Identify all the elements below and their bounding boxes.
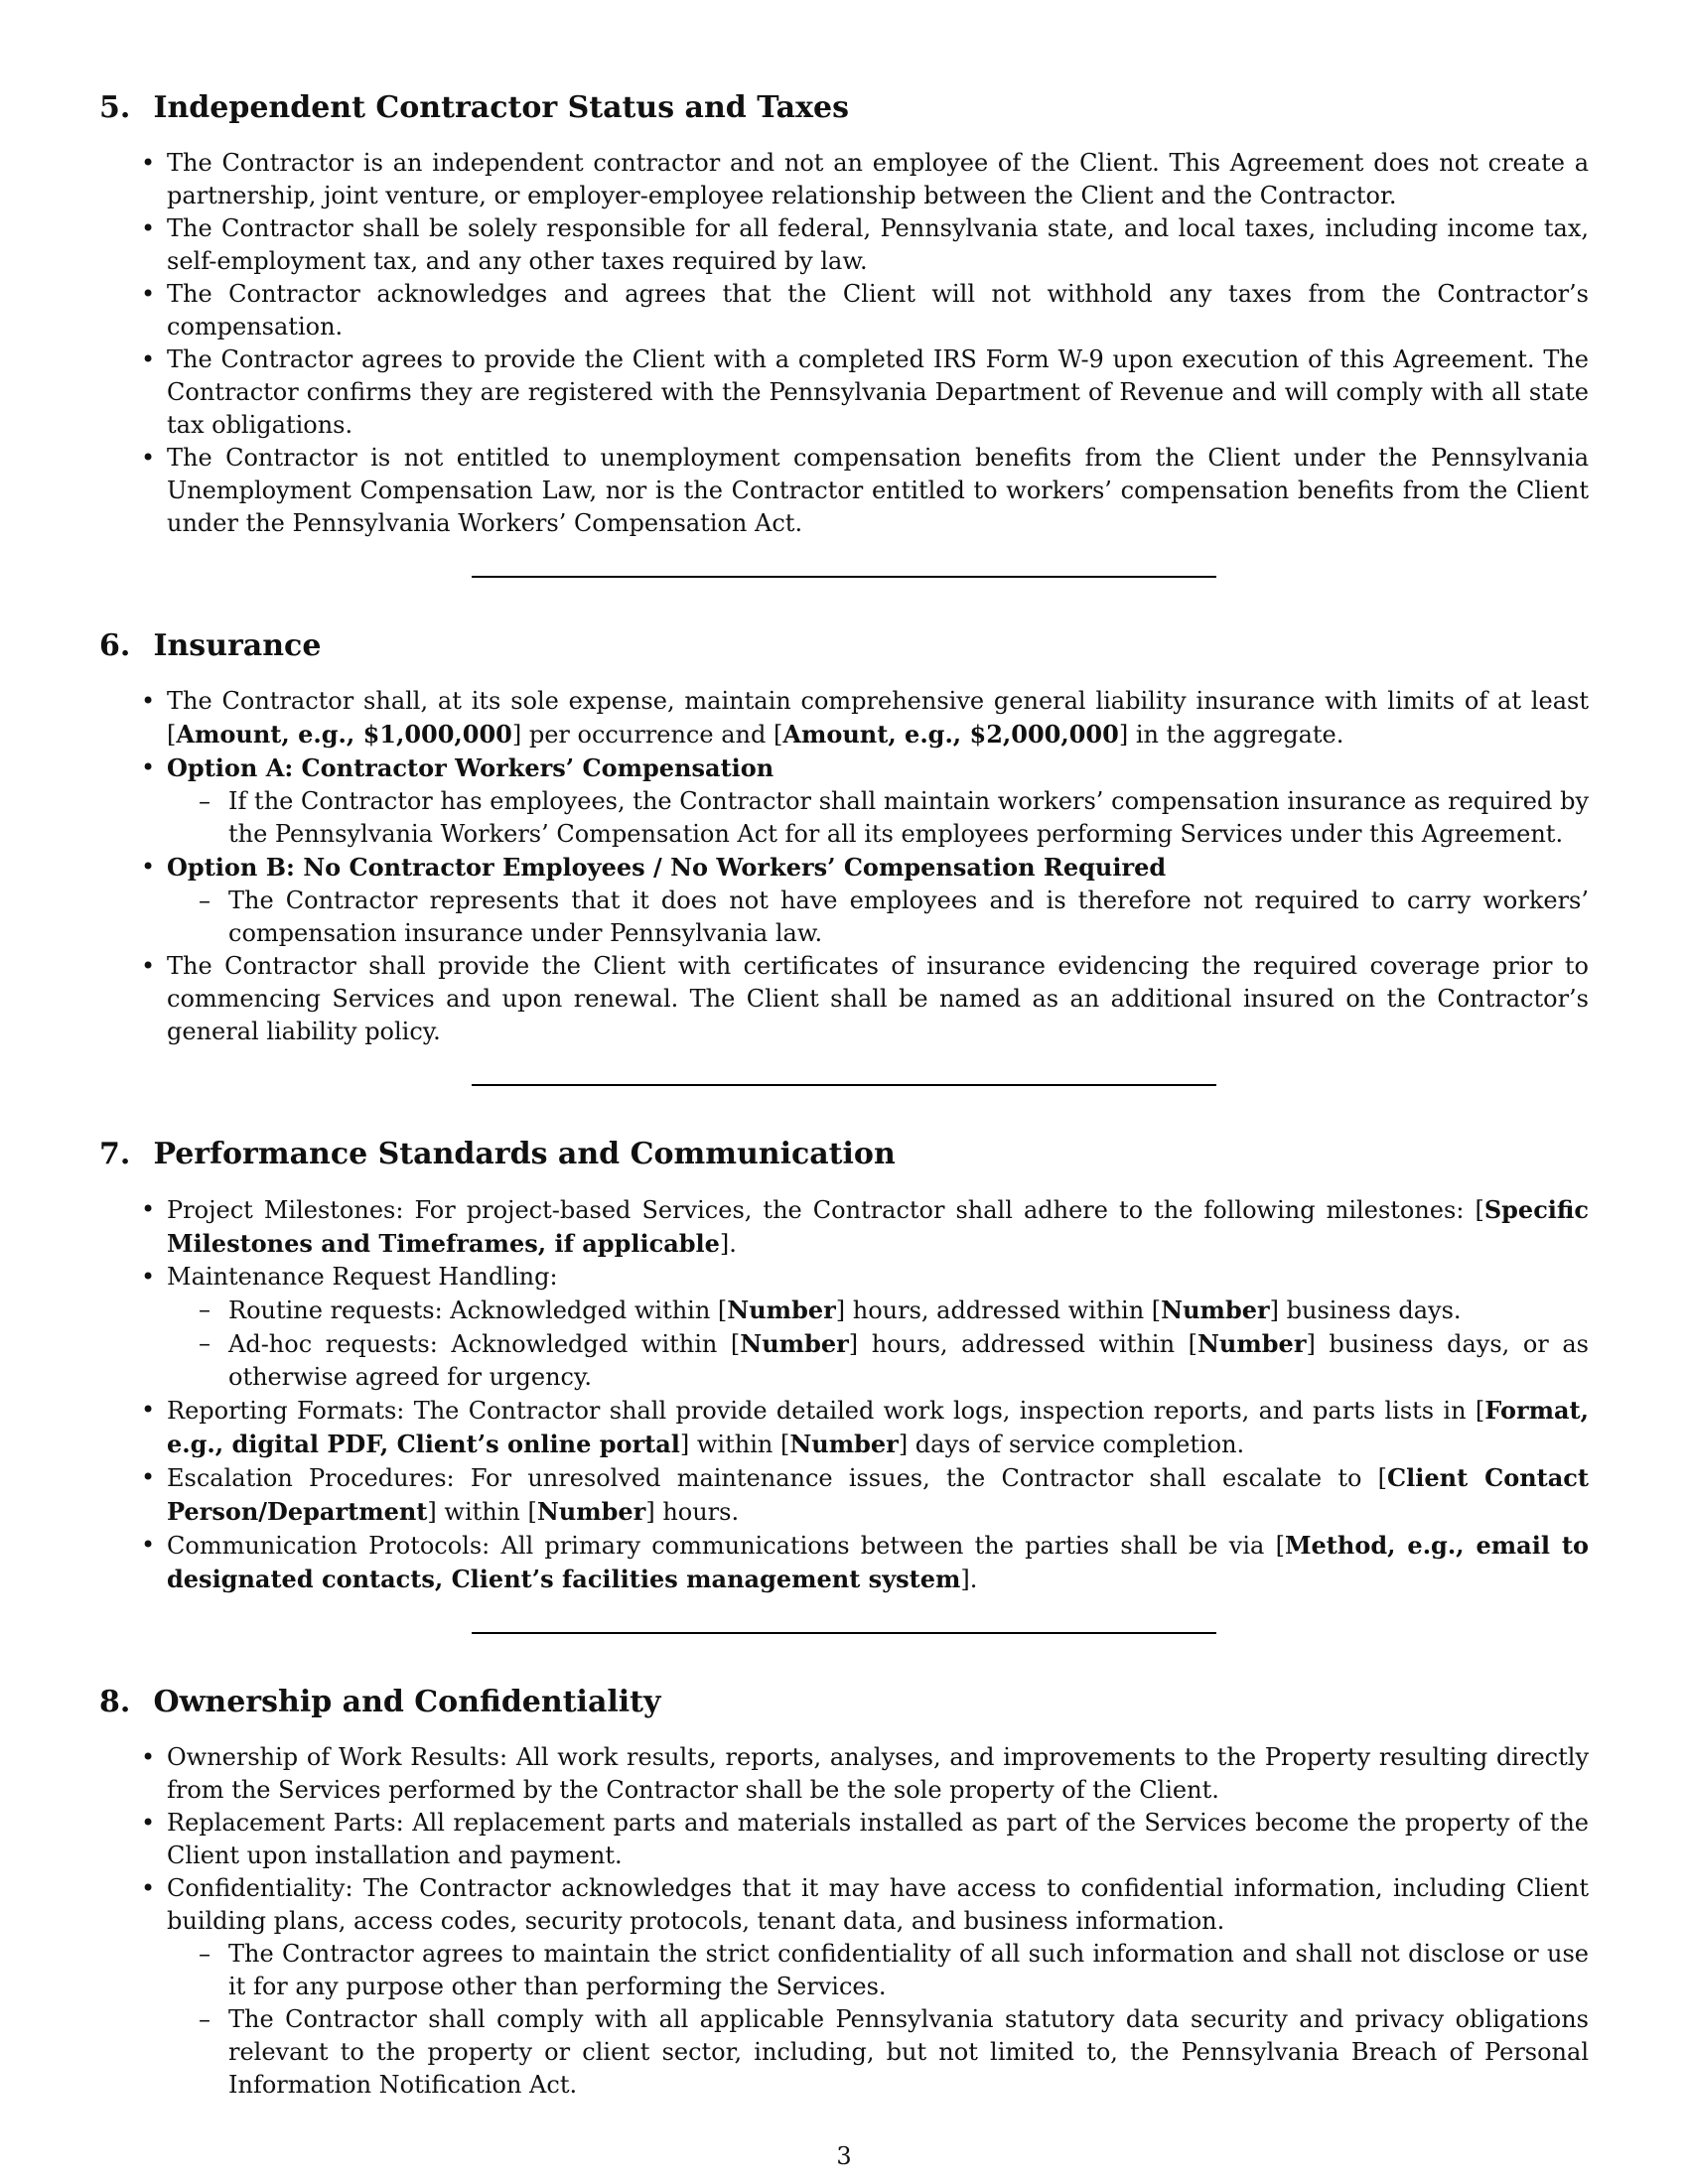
sub-list-item: – The Contractor shall comply with all applicable Pennsylvania statutory data security and privacy obligations relevant to the property or client sector, including, but not limited to, the Pennsylvania Breach of Personal Information Notification Act.: [228, 2003, 1589, 2102]
list-item: • The Contractor shall be solely responsible for all federal, Pennsylvania state, and local taxes, including income tax, self-employment tax, and any other taxes required by law.: [167, 212, 1589, 278]
placeholder-field: Number: [1196, 1329, 1307, 1358]
sub-list: [167, 885, 1589, 950]
list-item: • Escalation Procedures: For unresolved maintenance issues, the Contractor shall escalate to [Client Contact Person/Department] within [Number] hours.: [167, 1461, 1589, 1529]
section-divider: [472, 576, 1216, 578]
list-item: [167, 751, 1589, 851]
bullet-list: [99, 685, 1589, 1048]
list-item: • Communication Protocols: All primary communications between the parties shall be via [Method, e.g., email to designated contacts, Client’s facilities management system].: [167, 1529, 1589, 1596]
list-item: • The Contractor agrees to provide the Client with a completed IRS Form W-9 upon execution of this Agreement. The Contractor confirms they are registered with the Pennsylvania Department of Revenue and will comply with all state tax obligations.: [167, 343, 1589, 442]
option-a-title: Option A: Contractor Workers’ Compensation: [167, 753, 774, 782]
section-heading: 6. Insurance: [99, 628, 322, 663]
bullet-list: [99, 147, 1589, 540]
placeholder-field: Amount, e.g., $2,000,000: [782, 720, 1119, 749]
bullet-list: [99, 1741, 1589, 2102]
sub-list: [167, 1294, 1589, 1394]
section-7: [99, 1136, 1589, 1596]
sub-list-item: – If the Contractor has employees, the Contractor shall maintain workers’ compensation insurance as required by the Pennsylvania Workers’ Compensation Act for all its employees performing Services under this Agreement.: [228, 785, 1589, 851]
list-item: [167, 851, 1589, 950]
list-item: • Project Milestones: For project-based Services, the Contractor shall adhere to the following milestones: [Specific Milestones and Timeframes, if applicable].: [167, 1193, 1589, 1261]
placeholder-field: Number: [740, 1329, 849, 1358]
placeholder-field: Amount, e.g., $1,000,000: [176, 720, 512, 749]
sub-list-item: – The Contractor represents that it does not have employees and is therefore not required to carry workers’ compensation insurance under Pennsylvania law.: [228, 885, 1589, 950]
placeholder-field: Number: [1161, 1296, 1270, 1324]
section-heading: 7. Performance Standards and Communication: [99, 1137, 896, 1171]
list-item: • Replacement Parts: All replacement parts and materials installed as part of the Services become the property of the Client upon installation and payment.: [167, 1807, 1589, 1872]
sub-list-item: – The Contractor agrees to maintain the strict confidentiality of all such information and shall not disclose or use it for any purpose other than performing the Services.: [228, 1938, 1589, 2003]
section-5: [99, 89, 1589, 540]
section-6: [99, 627, 1589, 1048]
list-item: • The Contractor shall provide the Client with certificates of insurance evidencing the required coverage prior to commencing Services and upon renewal. The Client shall be named as an additional insured on the Contractor’s general liability policy.: [167, 950, 1589, 1048]
placeholder-field: Specific Milestones and Timeframes, if applicable: [167, 1195, 1589, 1258]
placeholder-field: Format, e.g., digital PDF, Client’s online portal: [167, 1396, 1589, 1458]
list-item: • The Contractor is an independent contractor and not an employee of the Client. This Agreement does not create a partnership, joint venture, or employer-employee relationship between the Client and the Contractor.: [167, 147, 1589, 212]
placeholder-field: Number: [727, 1296, 836, 1324]
placeholder-field: Client Contact Person/Department: [167, 1463, 1590, 1526]
section-8: [99, 1684, 1589, 2102]
document-page: [99, 89, 1589, 2102]
list-item: • The Contractor shall, at its sole expense, maintain comprehensive general liability insurance with limits of at least [Amount, e.g., $1,000,000] per occurrence and [Amount, e.g., $2,000,000] in the aggregate.: [167, 685, 1589, 751]
sub-list-item: – Routine requests: Acknowledged within [Number] hours, addressed within [Number] business days.: [228, 1294, 1589, 1327]
section-divider: [472, 1632, 1216, 1634]
sub-list: [167, 1938, 1589, 2102]
sub-list-item: – Ad-hoc requests: Acknowledged within [Number] hours, addressed within [Number] business days, or as otherwise agreed for urgency.: [228, 1327, 1589, 1394]
section-heading: 5. Independent Contractor Status and Taxes: [99, 90, 849, 125]
placeholder-field: Method, e.g., email to designated contacts, Client’s facilities management system: [167, 1531, 1589, 1593]
sub-list: [167, 785, 1589, 851]
placeholder-field: Number: [536, 1497, 646, 1526]
list-item: • The Contractor is not entitled to unemployment compensation benefits from the Client under the Pennsylvania Unemployment Compensation Law, nor is the Contractor entitled to workers’ compensation benefits from the Client under the Pennsylvania Workers’ Compensation Act.: [167, 442, 1589, 540]
list-item: • Reporting Formats: The Contractor shall provide detailed work logs, inspection reports, and parts lists in [Format, e.g., digital PDF, Client’s online portal] within [Number] days of service completion.: [167, 1394, 1589, 1461]
page-number: 3: [836, 2142, 852, 2170]
section-heading: 8. Ownership and Confidentiality: [99, 1685, 661, 1719]
list-item: • Maintenance Request Handling: – Routine requests: Acknowledged within [Number] hours, addressed within [Number] business days. – Ad-hoc requests: Acknowledged within [Number] hours, addressed within [Number] business days, or as otherwise agreed for urgency.: [167, 1261, 1589, 1394]
list-item: • Confidentiality: The Contractor acknowledges that it may have access to confidential information, including Client building plans, access codes, security protocols, tenant data, and business information. – The Contractor agrees to maintain the strict confidentiality of all such information and shall not disclose or use it for any purpose other than performing the Services. – The Contractor shall comply with all applicable Pennsylvania statutory data security and privacy obligations relevant to the property or client sector, including, but not limited to, the Pennsylvania Breach of Personal Information Notification Act.: [167, 1872, 1589, 2102]
section-divider: [472, 1084, 1216, 1086]
option-b-title: Option B: No Contractor Employees / No Workers’ Compensation Required: [167, 853, 1167, 882]
list-item: • The Contractor acknowledges and agrees that the Client will not withhold any taxes from the Contractor’s compensation.: [167, 278, 1589, 343]
list-item: • Ownership of Work Results: All work results, reports, analyses, and improvements to the Property resulting directly from the Services performed by the Contractor shall be the sole property of the Client.: [167, 1741, 1589, 1807]
bullet-list: [99, 1193, 1589, 1596]
placeholder-field: Number: [789, 1430, 899, 1458]
